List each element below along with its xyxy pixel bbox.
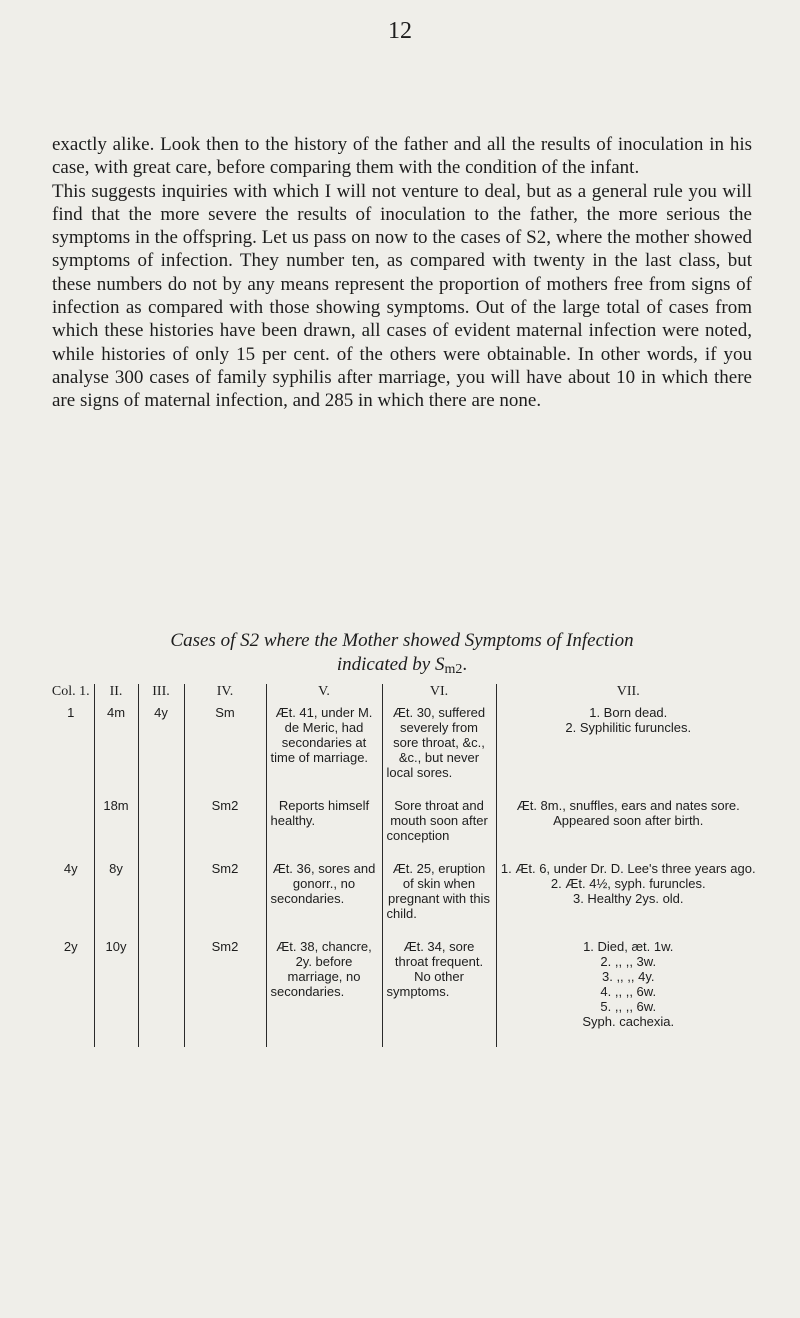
header-row: [48, 684, 760, 705]
table-cell: 1. Died, æt. 1w. 2. ,, ,, 3w. 3. ,, ,, 4y. 4. ,, ,, 6w. 5. ,, ,, 6w. Syph. cachexia.: [496, 939, 760, 1047]
table-cell: Sm: [184, 705, 266, 798]
table-cell: [48, 798, 94, 861]
table-cell: 1. Æt. 6, under Dr. D. Lee's three years ago. 2. Æt. 4½, syph. furuncles. 3. Healthy 2ys. old.: [496, 861, 760, 939]
table-cell: [138, 939, 184, 1047]
table-row: [48, 939, 760, 1047]
table-cell: Sore throat and mouth soon after conception: [382, 798, 496, 861]
table-cell: 10y: [94, 939, 138, 1047]
table-cell: Æt. 41, under M. de Meric, had secondaries at time of marriage.: [266, 705, 382, 798]
paragraph: This suggests inquiries with which I will not venture to deal, but as a general rule you will find that the more severe the results of inoculation to the father, the more serious the symptoms in the offspring. Let us pass on now to the cases of S2, where the mother showed symptoms of infection. They number ten, as compared with twenty in the last class, but these numbers do not by any means represent the proportion of mothers free from signs of infection as compared with those showing symptoms. Out of the large total of cases from which these histories have been drawn, all cases of evident maternal infection were noted, while histories of only 15 per cent. of the others were obtainable. In other words, if you analyse 300 cases of family syphilis after marriage, you will have about 10 in which there are signs of maternal infection, and 285 in which there are none.: [52, 180, 752, 412]
paragraph: exactly alike. Look then to the history of the father and all the results of inoculation in his case, with great care, before comparing them with the condition of the infant.: [52, 134, 752, 179]
table-cell: 4y: [63, 861, 78, 876]
table-row: [48, 798, 760, 861]
column-header: III.: [138, 684, 184, 705]
table-cell: Æt. 8m., snuffles, ears and nates sore. Appeared soon after birth.: [496, 798, 760, 861]
column-header: Col. 1.: [51, 684, 90, 699]
table-cell: 2y: [63, 939, 78, 954]
table-cell: Æt. 25, eruption of skin when pregnant with this child.: [382, 861, 496, 939]
table-cell: Sm2: [184, 798, 266, 861]
table-cell: Sm2: [184, 939, 266, 1047]
table-cell: 4m: [94, 705, 138, 798]
table-cell: 1: [67, 705, 75, 720]
table-cell: Æt. 36, sores and gonorr., no secondaries.: [266, 861, 382, 939]
table-cell: 18m: [94, 798, 138, 861]
table-cell: Reports himself healthy.: [266, 798, 382, 861]
table-cell: Æt. 38, chancre, 2y. before marriage, no secondaries.: [266, 939, 382, 1047]
table-cell: [138, 798, 184, 861]
table-cell: Æt. 30, suffered severely from sore throat, &c., &c., but never local sores.: [382, 705, 496, 798]
table-cell: 1. Born dead. 2. Syphilitic furuncles.: [496, 705, 760, 798]
caption-line-2: indicated by $S_{m2}$.: [336, 654, 468, 677]
column-header: II.: [94, 684, 138, 705]
table-cell: Æt. 34, sore throat frequent. No other symptoms.: [382, 939, 496, 1047]
table-cell: Sm2: [184, 861, 266, 939]
column-header: VII.: [496, 684, 760, 705]
table-caption: [52, 629, 752, 682]
table-cell: [138, 861, 184, 939]
page-number: 12: [388, 18, 412, 44]
body-text: [52, 133, 752, 413]
column-header: IV.: [184, 684, 266, 705]
table-row: [48, 705, 760, 798]
table-cell: 8y: [94, 861, 138, 939]
caption-line-1: Cases of S2 where the Mother showed Symptoms of Infection: [170, 630, 634, 651]
column-header: VI.: [382, 684, 496, 705]
cases-table: [48, 684, 760, 1047]
table-cell: 4y: [138, 705, 184, 798]
table-row: [48, 861, 760, 939]
column-header: V.: [266, 684, 382, 705]
